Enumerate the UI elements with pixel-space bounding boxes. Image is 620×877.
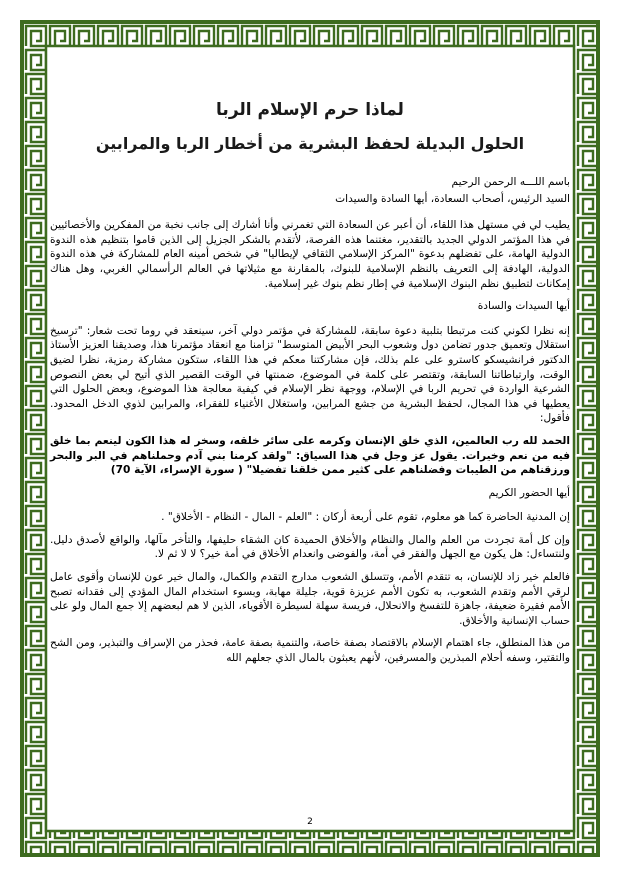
paragraph-intro: يطيب لي في مستهل هذا اللقاء، أن أعبر عن السعادة التي تغمرني وأنا أشارك إلى جانب نخبة من المفكرين والأخصائيين في هذا المؤتمر الدولي الجديد بالتقدير، مغتنما هذه الفرصة، لأتقدم بالشكر الجزيل إلى الذين قاموا بتنظيم هذه الندوة الدولية الهامة، على تفضلهم بدعوة "المركز الإسلامي الثقافي لإيطاليا" في شخص أمينه العام للمشاركة في هذه الندوة الدولية، الهادفة إلى التعريف بالنظم الإسلامية للبنوك، بالمقارنة مع مثيلاتها في العالم الرأسمالي الغربي، وهل هناك إمكانات لتطبيق نظم البنوك الإسلامية في إطار نظم بنوك غير إسلامية.: [50, 219, 570, 290]
paragraph-economy: من هذا المنطلق، جاء اهتمام الإسلام بالاقتصاد بصفة خاصة، والتنمية بصفة عامة، فحذر من الإسراف والتبذير، ومن الشح والتقتير، وسفه أحلام المبذرين والمسرفين، لأنهم يعبثون بالمال الذي جعلهم الله: [50, 637, 570, 665]
document-title: لماذا حرم الإسلام الربا: [216, 100, 404, 120]
paragraph-knowledge-wealth: فالعلم خير زاد للإنسان، به تتقدم الأمم، وتتسلق الشعوب مدارج التقدم والكمال، والمال خير عون للإنسان وأقوى عامل لرقي الأمم وتقدم الشعوب، به تكون الأمم عزيزة قوية، جليلة مهابة، وبسوء استخدام المال المؤدي إلى فقدانه تصبح الأمم فقيرة ضعيفة، جاهزة للتفسخ والانحلال، فريسة سهلة لسيطرة الأقوياء، الذين لا هم لبعضهم إلا جمع المال ولو على حساب الإنسانية والأخلاق.: [50, 571, 570, 627]
paragraph-pillars: إن المدنية الحاضرة كما هو معلوم، تقوم على أربعة أركان : "العلم - المال - النظام - الأخلاق" .: [161, 511, 570, 524]
paragraph-nations: وإن كل أمة تجردت من العلم والمال والنظام والأخلاق الحميدة كان الشقاء حليفها، والتأخر مآلها، والواقع لأصدق دليل. ولنتساءل: هل يكون مع الجهل والفقر في أمة، والفوضى وانعدام الأخلاق في أمة خير؟ لا لا ثم لا.: [50, 533, 570, 561]
salutation: السيد الرئيس، أصحاب السعادة، أيها السادة والسيدات: [335, 192, 570, 205]
paragraph-quran-quote: الحمد لله رب العالمين، الذي خلق الإنسان وكرمه على سائر خلقه، وسخر له هذا الكون لينعم بما خلق فيه من نعم وخيرات. يقول عز وجل في هذا السياق: "ولقد كرمنا بني آدم وحملناهم في البر والبحر ورزقناهم من الطيبات وفضلناهم على كثير ممن خلقنا تفضيلا" ( سورة الإسراء، الآية 70): [50, 434, 570, 477]
document-subtitle: الحلول البديلة لحفظ البشرية من أخطار الربا والمرابين: [95, 134, 525, 153]
heading-ladies-gentlemen: أيها السيدات والسادة: [477, 300, 570, 313]
paragraph-context: إنه نظرا لكوني كنت مرتبطا بتلبية دعوة سابقة، للمشاركة في مؤتمر دولي آخر، سينعقد في روما تحت شعار: "ترسيخ استقلال وتعميق جدور تضامن دول وشعوب البحر الأبيض المتوسط" تزامنا مع انعقاد مؤتمرنا هذا، وصديقنا العزيز الأستاذ الدكتور فرانشيسكو كاسترو على علم بذلك، فإن مشاركتنا معكم في هذا اللقاء، ستكون مشاركة رمزية، نظرا لضيق الوقت، وارتباطاتنا السابقة، وتقتصر على كلمة في الموضوع، ضمنتها في الوقت القصير الذي أتيح لي بعض النصوص الشرعية الواردة في تحريم الربا في الإسلام، ووجهة نظر الإسلام في كيفية معالجة هذا الموضوع، وبعض الحلول التي يعطيها في هذا المجال، لحفظ البشرية من جشع المرابين، واستغلال الأغنياء للفقراء، والمرابين لذوي الدخل المحدود. فأقول:: [50, 324, 570, 425]
heading-audience: أيها الحضور الكريم: [488, 486, 570, 499]
page-number: 2: [307, 817, 313, 827]
basmala: باسم اللـــه الرحمن الرحيم: [451, 176, 570, 188]
document-body: [50, 100, 570, 674]
